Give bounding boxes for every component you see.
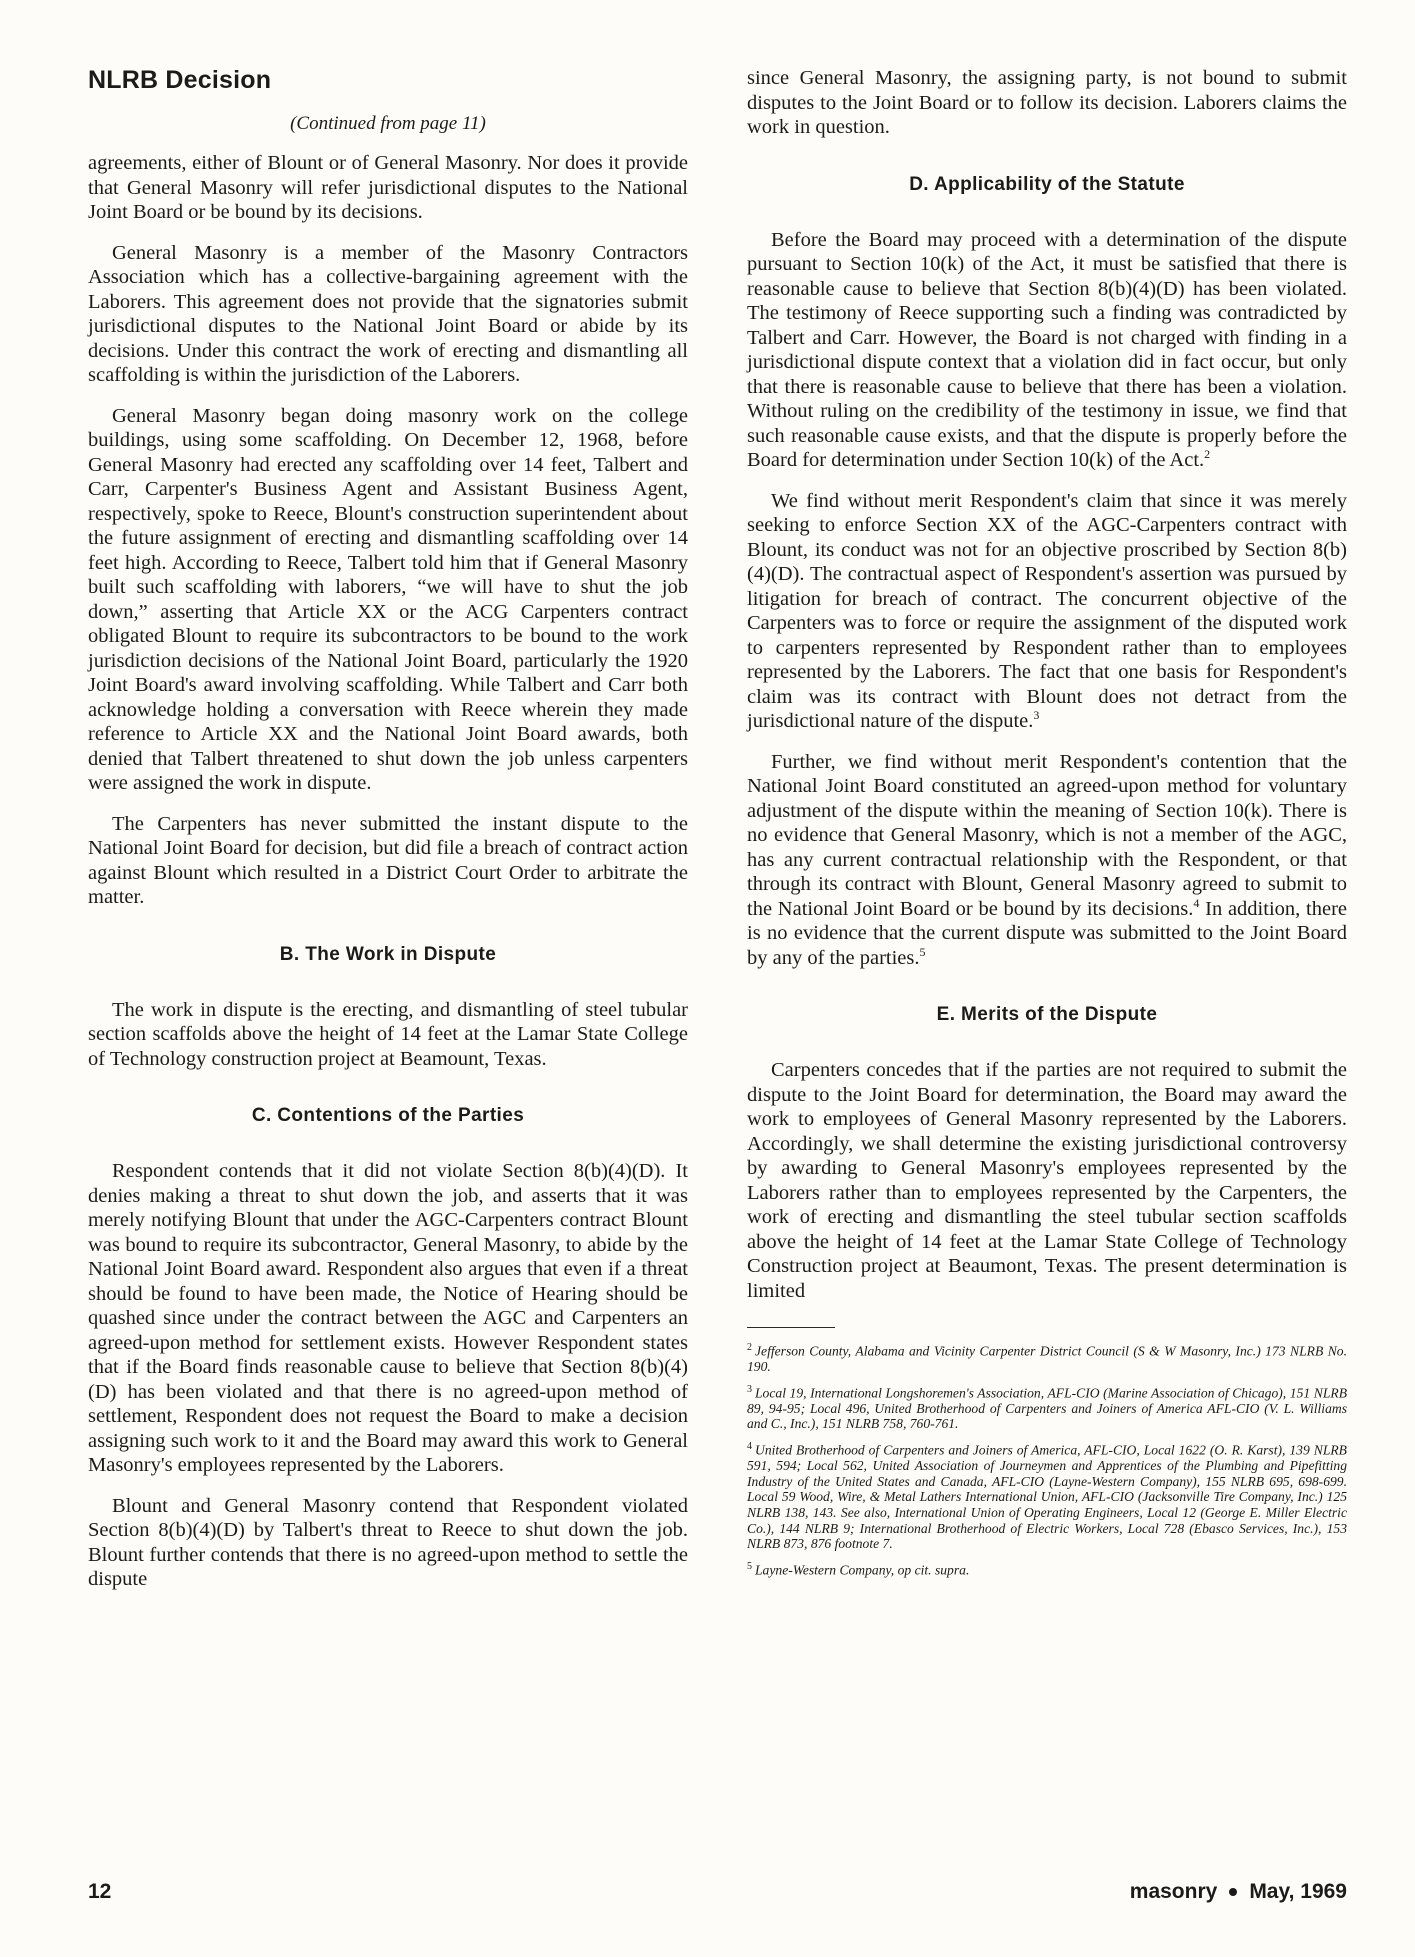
paragraph [747,750,1347,971]
paragraph-text: Further, we find without merit Respondent's contention that the National Joint Board constituted an agreed-upon method for voluntary adjustment of the dispute within the meaning of Section 10(k). There is no evidence that General Masonry, which is not a member of the AGC, has any current contractual relationship with the Respondent, or that through its contract with Blount, General Masonry agreed to submit to the National Joint Board or be bound by its decisions. [747,750,1347,920]
footnote-ref: 2 [1204,447,1211,462]
footnote-number: 5 [747,1560,752,1572]
section-heading-b: B. The Work in Dispute [279,943,497,965]
paragraph: The Carpenters has never submitted the instant dispute to the National Joint Board for decision, but did file a breach of contract action against Blount which resulted in a District Court Order to arbitrate the matter. [88,812,688,908]
section-heading-d: D. Applicability of the Statute [909,173,1185,195]
footnote-number: 4 [747,1441,752,1453]
right-column [747,66,1347,1585]
paragraph: General Masonry is a member of the Masonry Contractors Association which has a collective-bargaining agreement with the Laborers. This agreement does not provide that the signatories submit jurisdictional disputes to the National Joint Board or abide by its decisions. Under this contract the work of erecting and dismantling all scaffolding is within the jurisdiction of the Laborers. [88,241,688,386]
paragraph: General Masonry began doing masonry work on the college buildings, using some scaffolding. On December 12, 1968, before General Masonry had erected any scaffolding over 14 feet, Talbert and Carr, Carpenter's Business Agent and Assistant Business Agent, respectively, spoke to Reece, Blount's construction superintendent about the future assignment of erecting and dismantling scaffolding over 14 feet high. According to Reece, Talbert told him that if General Masonry built such scaffolding with laborers, “we will have to shut the job down,” asserting that Article XX or the ACG Carpenters contract obligated Blount to require its subcontractors to be bound to the work jurisdiction decisions of the National Joint Board, particularly the 1920 Joint Board's award involving scaffolding. While Talbert and Carr both acknowledge holding a conversation with Reece wherein they made reference to Article XX and the National Joint Board awards, both denied that Talbert threatened to shut down the job unless carpenters were assigned the work in dispute. [88,404,688,794]
paragraph [747,489,1347,734]
footnote-divider [747,1327,835,1328]
paragraph: The work in dispute is the erecting, and dismantling of steel tubular section scaffolds above the height of 14 feet at the Lamar State College of Technology construction project at Beamount, Texas. [88,998,688,1070]
paragraph [747,228,1347,473]
footnote-number: 3 [747,1383,752,1395]
footnote [747,1559,1347,1578]
footnote-ref: 3 [1033,708,1040,723]
page-number: 12 [88,1880,112,1903]
paragraph: agreements, either of Blount or of General Masonry. Nor does it provide that General Masonry will refer jurisdictional disputes to the National Joint Board or be bound by its decisions. [88,152,688,223]
issue-date: May, 1969 [1249,1880,1347,1903]
publication-name: masonry [1129,1880,1218,1903]
paragraph-text: In addition, there is no evidence that the current dispute was submitted to the Joint Board by any of the parties. [747,897,1347,969]
footnote [747,1439,1347,1552]
paragraph-text: Before the Board may proceed with a determination of the dispute pursuant to Section 10(k) of the Act, it must be satisfied that there is reasonable cause to believe that Section 8(b)(4)(D) has been violated. The testimony of Reece supporting such a finding was contradicted by Talbert and Carr. However, the Board is not charged with finding in a jurisdictional dispute context that a violation did in fact occur, but only that there is reasonable cause to believe that there has been a violation. Without ruling on the credibility of the testimony in issue, we find that such reasonable cause exists, and that the dispute is properly before the Board for determination under Section 10(k) of the Act. [747,228,1347,471]
footnote-ref: 5 [919,944,926,959]
publication-footer [1130,1880,1347,1904]
footnote-text: Local 19, International Longshoremen's Association, AFL-CIO (Marine Association of Chicago), 151 NLRB 89, 94-95; Local 496, United Brotherhood of Carpenters and Joiners of America AFL-CIO (V. L. Williams and C., Inc.), 151 NLRB 758, 760-761. [747,1385,1347,1432]
running-title: NLRB Decision [88,66,272,94]
section-heading-c: C. Contentions of the Parties [251,1105,525,1126]
section-heading-e: E. Merits of the Dispute [936,1004,1158,1025]
bullet-dot-icon [1229,1888,1237,1896]
footnote-text: United Brotherhood of Carpenters and Joiners of America, AFL-CIO, Local 1622 (O. R. Karst), 139 NLRB 591, 594; Local 562, United Association of Journeymen and Apprentices of the Plumbing and Pipefitting Industry of the United States and Canada, AFL-CIO (Layne-Western Company), 155 NLRB 695, 698-699. Local 59 Wood, Wire, & Metal Lathers International Union, AFL-CIO (Jacksonville Tire Company, Inc.) 125 NLRB 138, 143. See also, International Union of Operating Engineers, Local 12 (George E. Miller Electric Co.), 144 NLRB 9; International Brotherhood of Electric Workers, Local 728 (Ebasco Services, Inc.), 153 NLRB 873, 876 footnote 7. [747,1442,1347,1552]
footnote-text: Layne-Western Company, op cit. supra. [755,1562,970,1578]
footnote [747,1340,1347,1375]
footnote-text: Jefferson County, Alabama and Vicinity Carpenter District Council (S & W Masonry, Inc.) 173 NLRB No. 190. [747,1343,1347,1375]
left-column [88,66,688,1608]
paragraph-text: We find without merit Respondent's claim that since it was merely seeking to enforce Section XX of the AGC-Carpenters contract with Blount, its conduct was not for an objective proscribed by Section 8(b)(4)(D). The contractual aspect of Respondent's assertion was pursued by litigation for breach of contract. The concurrent objective of the Carpenters was to force or require the assignment of the disputed work to carpenters represented by Respondent rather than to employees represented by the Laborers. The fact that one basis for Respondent's claim was its contract with Blount does not detract from the jurisdictional nature of the dispute. [747,489,1347,732]
footnotes [747,1340,1347,1578]
paragraph: Blount and General Masonry contend that Respondent violated Section 8(b)(4)(D) by Talbert's threat to Reece to shut down the job. Blount further contends that there is no agreed-upon method to settle the dispute [88,1494,688,1590]
paragraph: Carpenters concedes that if the parties are not required to submit the dispute to the Joint Board for determination, the Board may award the work to employees of General Masonry represented by the Laborers. Accordingly, we shall determine the existing jurisdictional controversy by awarding to General Masonry's employees represented by the Laborers rather than to employees represented by the Carpenters, the work of erecting and dismantling the steel tubular section scaffolds above the height of 14 feet at the Lamar State College of Technology Construction project at Beaumont, Texas. The present determination is limited [747,1059,1347,1302]
footnote-ref: 4 [1193,895,1200,910]
paragraph: Respondent contends that it did not violate Section 8(b)(4)(D). It denies making a threat to shut down the job, and asserts that it was merely notifying Blount that under the AGC-Carpenters contract Blount was bound to require its subcontractor, General Masonry, to abide by the National Joint Board award. Respondent also argues that even if a threat should be found to have been made, the Notice of Hearing should be quashed since under the contract between the AGC and Carpenters an agreed-upon method for settlement exists. However Respondent states that if the Board finds reasonable cause to believe that Section 8(b)(4)(D) has been violated and that there is no agreed-upon method of settlement, Respondent does not request the Board to make a decision assigning such work to it and the Board may award this work to General Masonry's employees represented by the Laborers. [88,1160,688,1476]
paragraph: since General Masonry, the assigning party, is not bound to submit disputes to the Joint Board or to follow its decision. Laborers claims the work in question. [747,67,1347,138]
footnote-number: 2 [747,1342,752,1353]
footnote [747,1382,1347,1432]
continued-note: (Continued from page 11) [290,113,486,134]
